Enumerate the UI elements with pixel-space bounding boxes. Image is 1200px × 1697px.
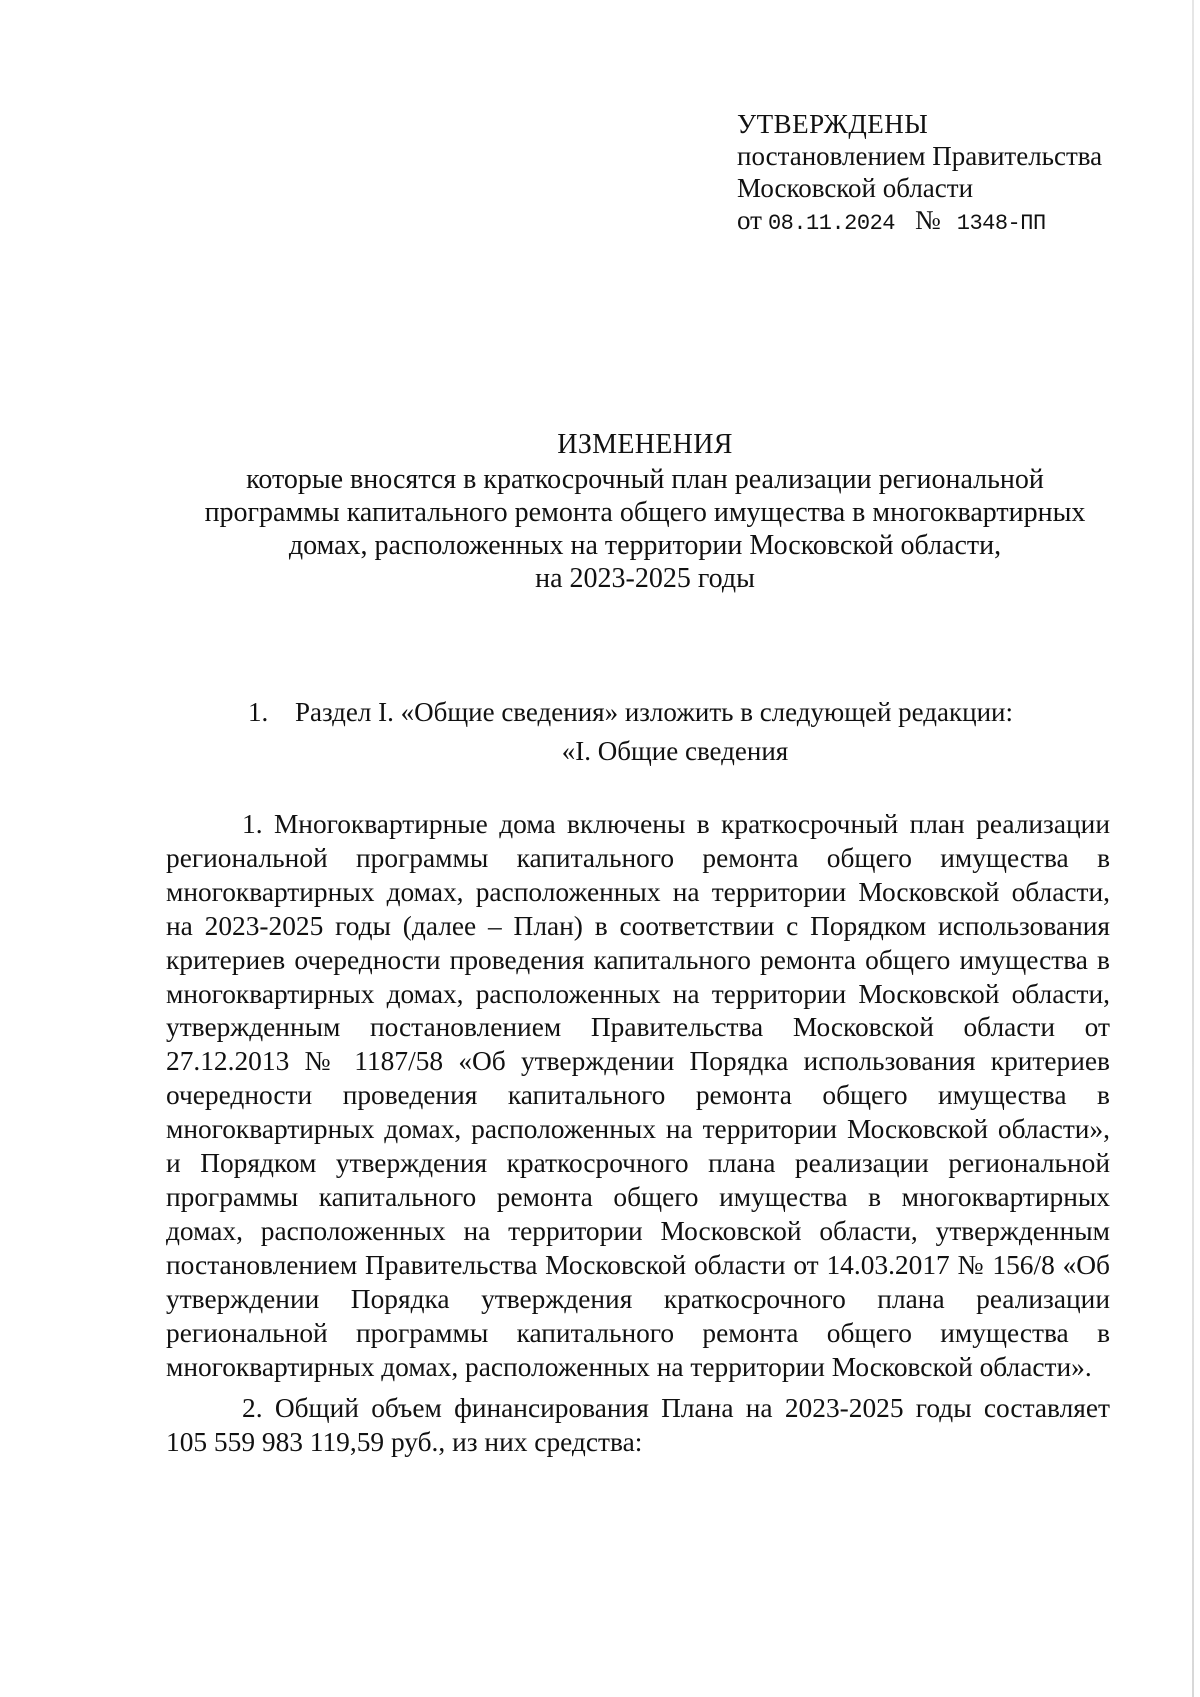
item-number: 1.: [248, 697, 269, 727]
changes-subtitle-line: домах, расположенных на территории Московской области,: [288, 530, 1002, 561]
body-text: [166, 808, 1110, 1468]
changes-title: ИЗМЕНЕНИЯ: [557, 429, 733, 460]
date-prefix: от: [737, 205, 762, 235]
section-heading: «I. Общие сведения: [561, 736, 789, 766]
approval-line-1: постановлением Правительства: [737, 141, 1103, 171]
approval-title: УТВЕРЖДЕНЫ: [737, 109, 929, 139]
approval-date: 08.11.2024: [767, 211, 895, 236]
item-one: [248, 696, 1013, 728]
approval-stamp: [737, 108, 1102, 240]
approval-line-2: Московской области: [737, 173, 974, 203]
changes-subtitle-line: которые вносятся в краткосрочный план реализации региональной: [246, 464, 1044, 495]
approval-number: 1348-ПП: [956, 211, 1046, 236]
changes-subtitle-line: программы капитального ремонта общего имущества в многоквартирных: [204, 497, 1086, 528]
changes-heading: [160, 428, 1130, 595]
scan-edge: [1192, 0, 1194, 1697]
changes-subtitle-line: на 2023-2025 годы: [535, 563, 755, 594]
item-text: Раздел I. «Общие сведения» изложить в следующей редакции:: [295, 697, 1013, 727]
approval-date-line: [737, 204, 1102, 240]
paragraph: 2. Общий объем финансирования Плана на 2023-2025 годы составляет 105 559 983 119,59 руб., из них средства:: [166, 1393, 1110, 1458]
number-sign: №: [914, 205, 941, 235]
paragraph: 1. Многоквартирные дома включены в краткосрочный план реализации региональной программы капитального ремонта общего имущества в многоквартирных домах, расположенных на территории Московской области, на 2023-2025 годы (далее – План) в соответствии с Порядком использования критериев очередности проведения капитального ремонта общего имущества в многоквартирных домах, расположенных на территории Московской области, утвержденным постановлением Правительства Московской области от 27.12.2013 № 1187/58 «Об утверждении Порядка использования критериев очередности проведения капитального ремонта общего имущества в многоквартирных домах, расположенных на территории Московской области», и Порядком утверждения краткосрочного плана реализации региональной программы капитального ремонта общего имущества в многоквартирных домах, расположенных на территории Московской области, утвержденным постановлением Правительства Московской области от 14.03.2017 № 156/8 «Об утверждении Порядка утверждения краткосрочного плана реализации региональной программы капитального ремонта общего имущества в многоквартирных домах, расположенных на территории Московской области».: [166, 809, 1110, 1382]
